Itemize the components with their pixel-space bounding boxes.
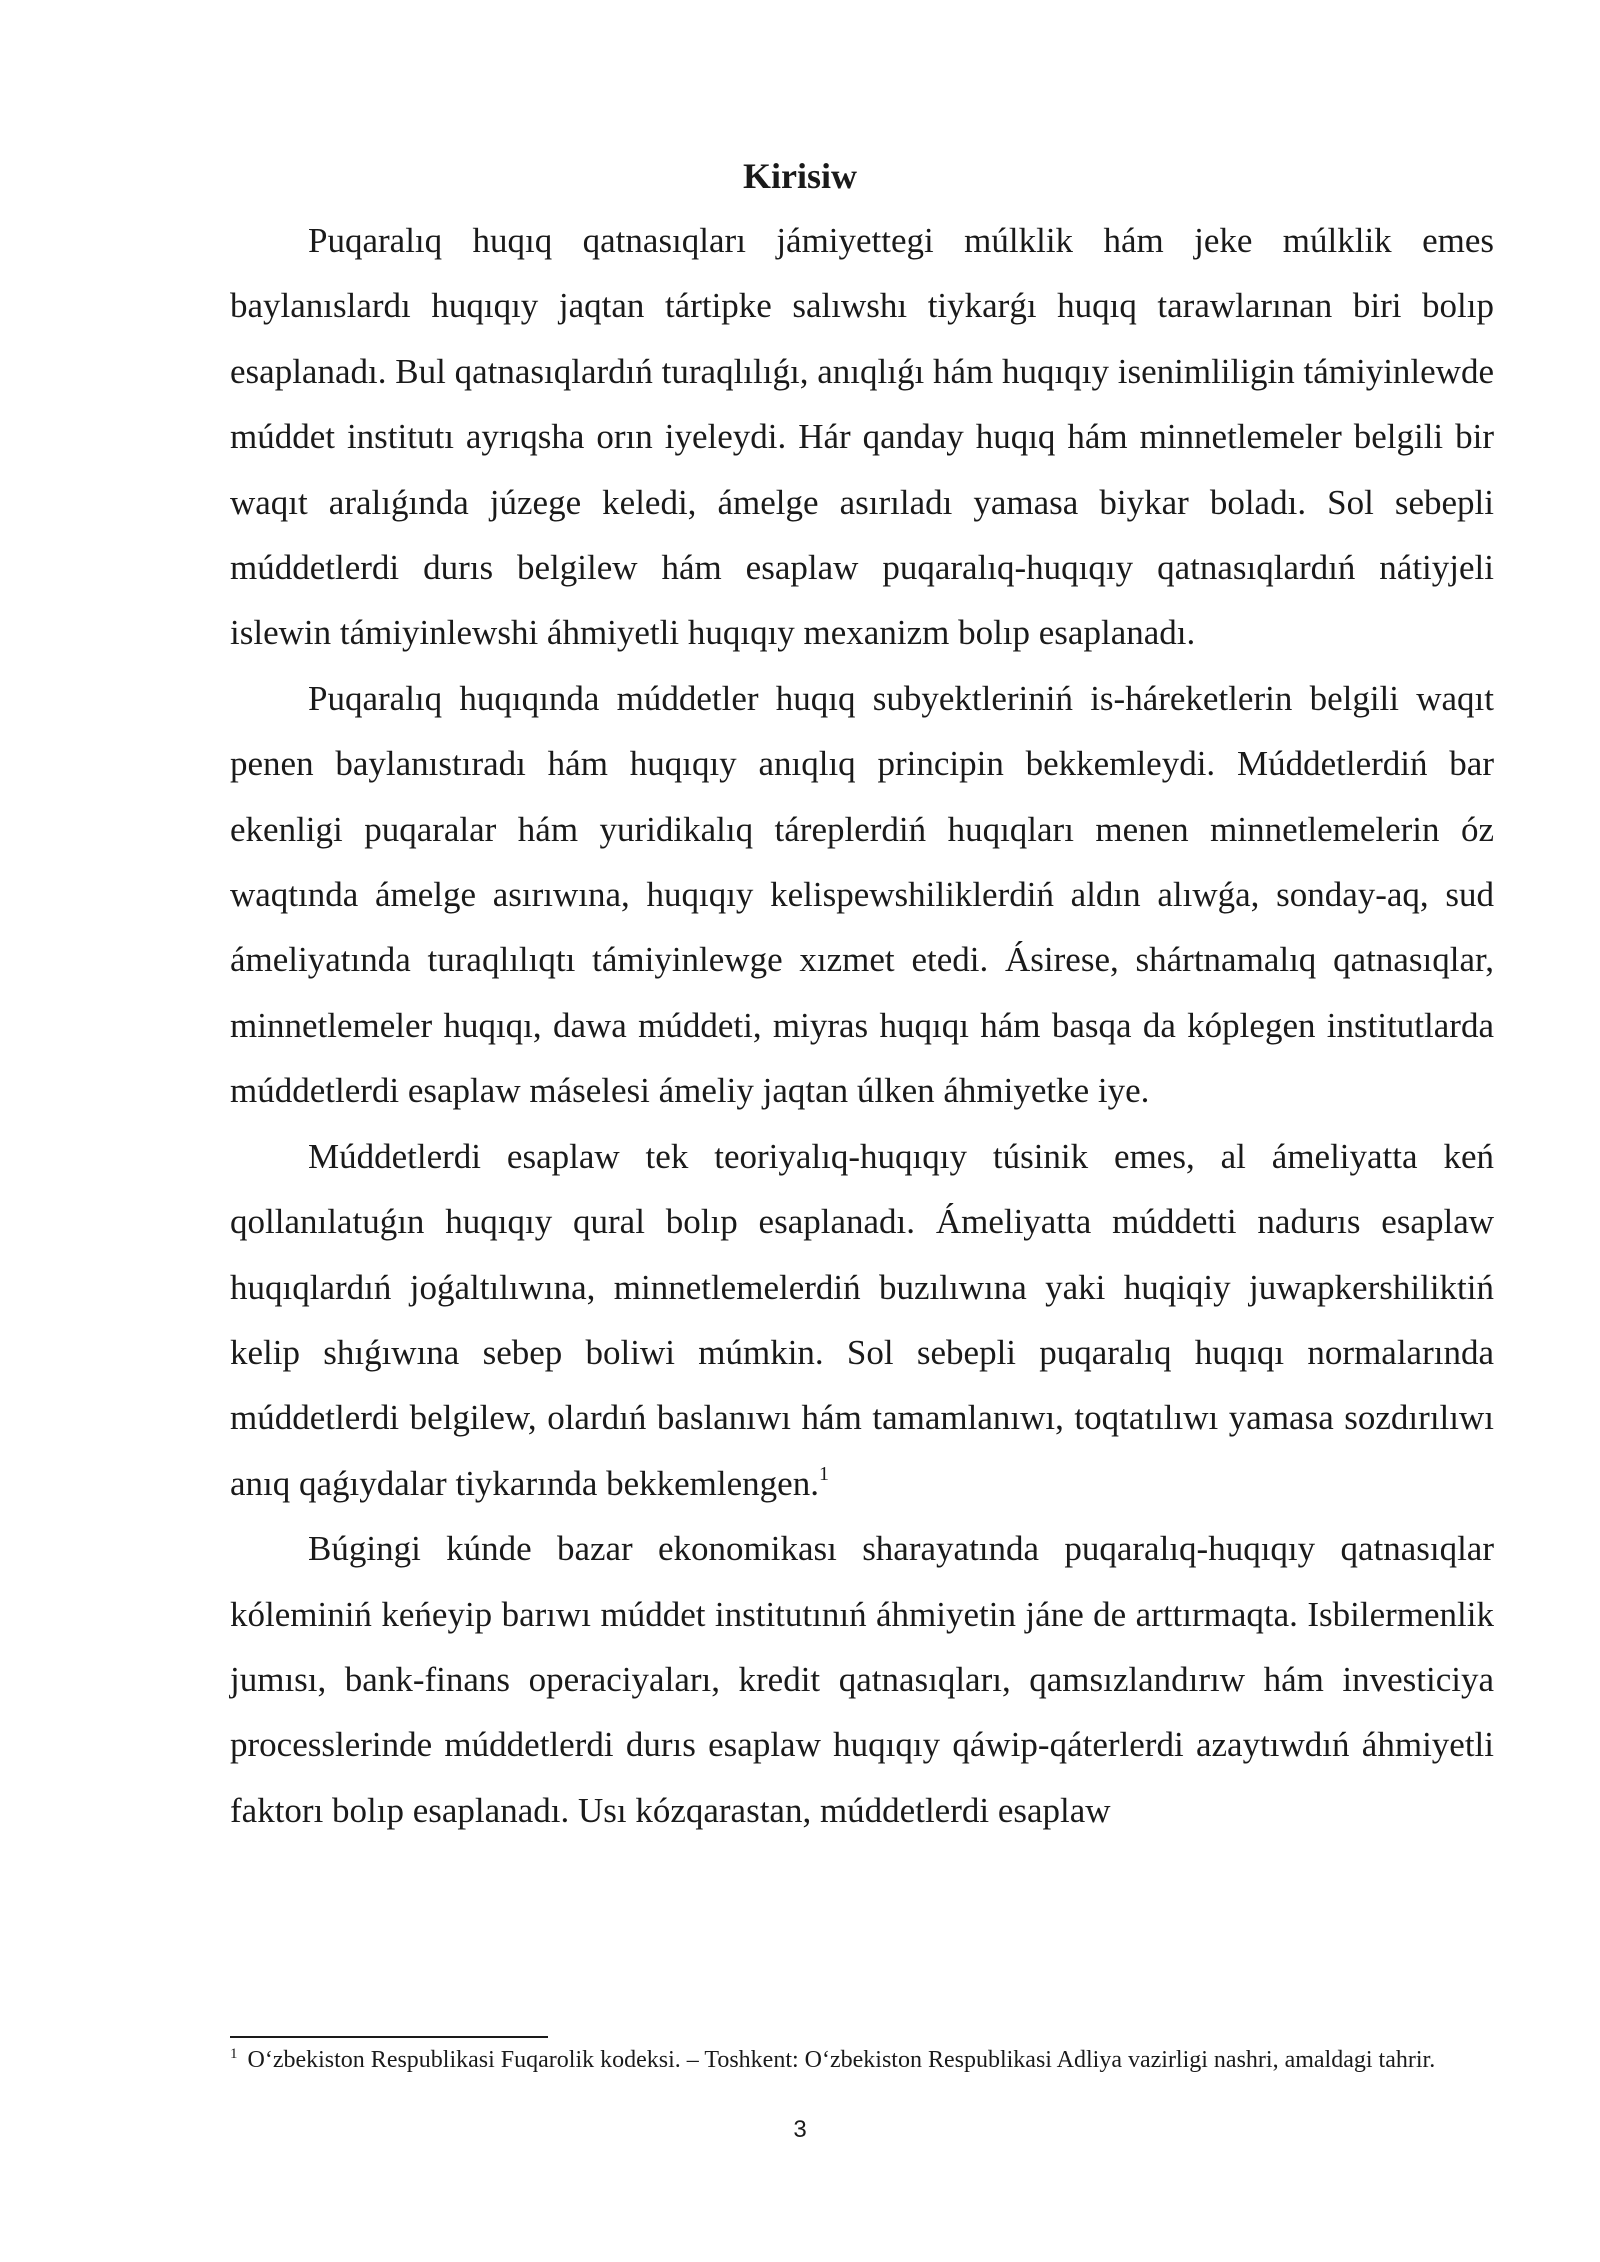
paragraph-1: Puqaralıq huqıq qatnasıqları jámiyettegi múlklik hám jeke múlklik emes baylanıslardı huqıqıy jaqtan tártipke salıwshı tiykarǵı huqıq tarawlarınan biri bolıp esaplanadı. Bul qatnasıqlardıń turaqlılıǵı, anıqlıǵı hám huqıqıy isenimliligin támiyinlewde múddet institutı ayrıqsha orın iyeleydi. Hár qanday huqıq hám minnetlemeler belgili bir waqıt aralıǵında júzege keledi, ámelge asırıladı yamasa biykar boladı. Sol sebepli múddetlerdi durıs belgilew hám esaplaw puqaralıq-huqıqıy qatnasıqlardıń nátiyjeli islewin támiyinlewshi áhmiyetli huqıqıy mexanizm bolıp esaplanadı.: [230, 221, 1494, 653]
body-text: [230, 208, 1494, 1843]
footnote: [230, 2044, 1494, 2076]
footnote-text: O‘zbekiston Respublikasi Fuqarolik kodeksi. – Toshkent: O‘zbekiston Respublikasi Adliya vazirligi nashri, amaldagi tahrir.: [247, 2047, 1436, 2073]
paragraph-2: Puqaralıq huqıqında múddetler huqıq subyektleriniń is-háreketlerin belgili waqıt penen baylanıstıradı hám huqıqıy anıqlıq principin bekkemleydi. Múddetlerdiń bar ekenligi puqaralar hám yuridikalıq táreplerdiń huqıqları menen minnetlemelerin óz waqtında ámelge asırıwına, huqıqıy kelispewshiliklerdiń aldın alıwǵa, sonday-aq, sud ámeliyatında turaqlılıqtı támiyinlewge xızmet etedi. Ásirese, shártnamalıq qatnasıqlar, minnetlemeler huqıqı, dawa múddeti, miyras huqıqı hám basqa da kóplegen institutlarda múddetlerdi esaplaw máselesi ámeliy jaqtan úlken áhmiyetke iye.: [230, 678, 1494, 1111]
section-title: Kirisiw: [743, 156, 857, 196]
paragraph-3-text: Múddetlerdi esaplaw tek teoriyalıq-huqıqıy túsinik emes, al ámeliyatta keń qollanılatuǵın huqıqıy qural bolıp esaplanadı. Ámeliyatta múddetti nadurıs esaplaw huqıqlardıń joǵaltılıwına, minnetlemelerdiń buzılıwına yaki huqiqiy juwapkershiliktiń kelip shıǵıwına sebep boliwi múmkin. Sol sebepli puqaralıq huqıqı normalarında múddetlerdi belgilew, olardıń baslanıwı hám tamamlanıwı, toqtatılıwı yamasa sozdırılıwı anıq qaǵıydalar tiykarında bekkemlengen.: [230, 1136, 1494, 1503]
paragraph-3: [230, 1124, 1494, 1516]
footnote-separator: [230, 2036, 548, 2038]
paragraph-4: Búgingi kúnde bazar ekonomikası sharayatında puqaralıq-huqıqıy qatnasıqlar kóleminiń keńeyip barıwı múddet institutınıń áhmiyetin jáne de arttırmaqta. Isbilermenlik jumısı, bank-finans operaciyaları, kredit qatnasıqları, qamsızlandırıw hám investiciya processlerinde múddetlerdi durıs esaplaw huqıqıy qáwip-qáterlerdi azaytıwdıń áhmiyetli faktorı bolıp esaplanadı. Usı kózqarastan, múddetlerdi esaplaw: [230, 1529, 1494, 1830]
footnote-number: 1: [230, 2046, 238, 2062]
footnote-reference[interactable]: 1: [818, 1463, 829, 1486]
page-number: 3: [793, 2116, 807, 2143]
